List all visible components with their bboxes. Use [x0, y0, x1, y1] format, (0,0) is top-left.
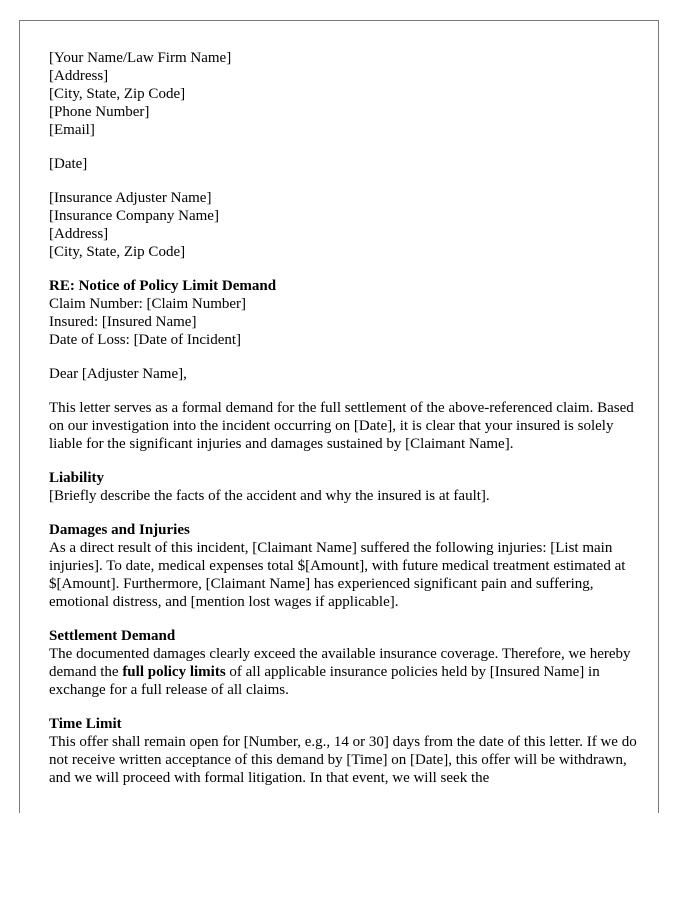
settlement-text-bold: full policy limits	[122, 664, 226, 680]
settlement-section	[49, 627, 639, 699]
sender-phone: [Phone Number]	[49, 104, 150, 120]
intro-paragraph	[49, 399, 639, 453]
time-limit-section	[49, 715, 639, 787]
settlement-heading: Settlement Demand	[49, 628, 176, 644]
settlement-text	[49, 645, 639, 699]
settlement-text-before: The documented damages clearly exceed the available insurance coverage. Therefore, we hereby demand the	[49, 646, 631, 680]
time-limit-heading: Time Limit	[49, 716, 122, 732]
date-of-loss: Date of Loss: [Date of Incident]	[49, 332, 242, 348]
recipient-city-state-zip: [City, State, Zip Code]	[49, 244, 186, 260]
settlement-text-after: of all applicable insurance policies held by [Insured Name] in exchange for a full release of all claims.	[49, 664, 600, 698]
recipient-block	[49, 189, 639, 261]
damages-text: As a direct result of this incident, [Claimant Name] suffered the following injuries: [List main injuries]. To date, medical expenses total $[Amount], with future medical treatment estimated at $[Amount]. Furthermore, [Claimant Name] has experienced significant pain and suffering, emotional distress, and [mention lost wages if applicable].	[49, 540, 626, 610]
sender-address: [Address]	[49, 68, 109, 84]
damages-heading: Damages and Injuries	[49, 522, 190, 538]
salutation: Dear [Adjuster Name],	[49, 366, 187, 382]
sender-block	[49, 49, 639, 139]
insured-name: Insured: [Insured Name]	[49, 314, 197, 330]
letter-body	[49, 49, 639, 803]
re-block	[49, 277, 639, 349]
sender-email: [Email]	[49, 122, 95, 138]
time-limit-text: This offer shall remain open for [Number, e.g., 14 or 30] days from the date of this letter. If we do not receive written acceptance of this demand by [Time] on [Date], this offer will be withdrawn, and we will proceed with formal litigation. In that event, we will seek the	[49, 734, 637, 786]
recipient-adjuster-name: [Insurance Adjuster Name]	[49, 190, 212, 206]
sender-name: [Your Name/Law Firm Name]	[49, 50, 232, 66]
recipient-address: [Address]	[49, 226, 109, 242]
recipient-company-name: [Insurance Company Name]	[49, 208, 219, 224]
claim-number: Claim Number: [Claim Number]	[49, 296, 247, 312]
letter-page	[19, 20, 659, 813]
liability-section	[49, 469, 639, 505]
liability-heading: Liability	[49, 470, 105, 486]
salutation-block	[49, 365, 639, 383]
sender-city-state-zip: [City, State, Zip Code]	[49, 86, 186, 102]
letter-date: [Date]	[49, 156, 88, 172]
re-title: RE: Notice of Policy Limit Demand	[49, 278, 277, 294]
liability-text: [Briefly describe the facts of the accident and why the insured is at fault].	[49, 488, 490, 504]
intro-text: This letter serves as a formal demand for the full settlement of the above-referenced claim. Based on our investigation into the incident occurring on [Date], it is clear that your insured is solely liable for the significant injuries and damages sustained by [Claimant Name].	[49, 400, 634, 452]
damages-section	[49, 521, 639, 611]
date-block	[49, 155, 639, 173]
